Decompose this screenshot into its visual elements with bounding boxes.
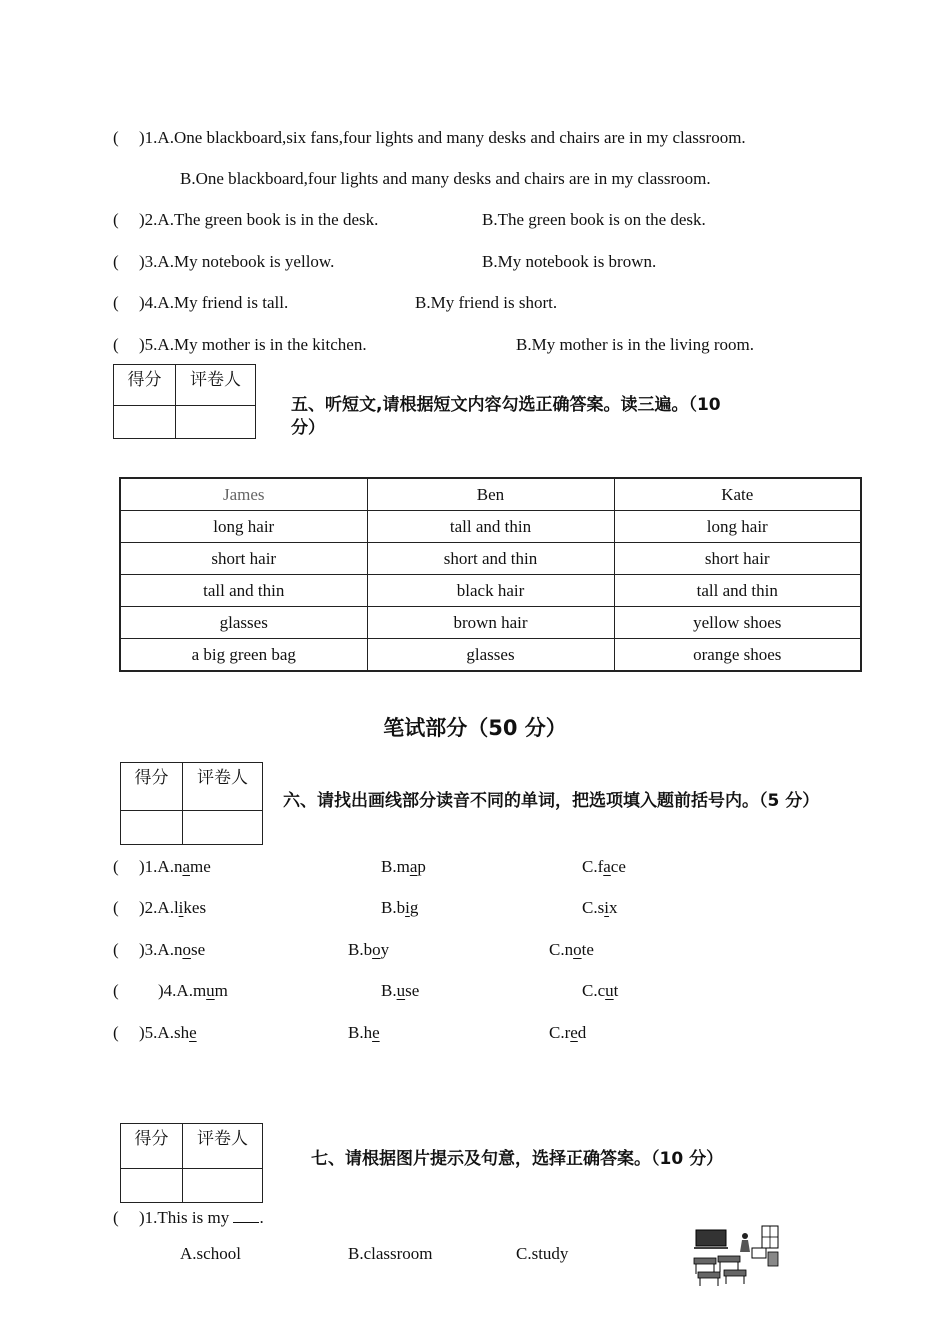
option-c: C.six (582, 898, 618, 917)
option-b: B.My notebook is brown. (482, 252, 657, 271)
section-5-title: 五、听短文,请根据短文内容勾选正确答案。读三遍。（10 (291, 395, 721, 415)
score-label: 得分 (121, 1124, 183, 1169)
score-cell[interactable] (121, 811, 183, 845)
answer-paren[interactable]: ( (113, 1023, 119, 1042)
table-cell[interactable]: a big green bag (120, 639, 367, 672)
option-b: B.classroom (348, 1244, 433, 1263)
grader-cell[interactable] (183, 811, 263, 845)
table-cell[interactable]: tall and thin (120, 575, 367, 607)
table-row (120, 543, 861, 575)
option-b: B.big (381, 898, 419, 917)
answer-paren[interactable]: ( (113, 898, 119, 917)
table-row (120, 511, 861, 543)
grader-cell[interactable] (183, 1169, 263, 1203)
table-row (120, 607, 861, 639)
option-b: B.map (381, 857, 426, 876)
answer-paren[interactable]: ( (113, 857, 119, 876)
phonics-question-3: )3.A.nose (139, 940, 206, 959)
question-number: )4. (139, 293, 158, 312)
grader-label: 评卷人 (183, 763, 263, 811)
table-cell[interactable]: yellow shoes (614, 607, 861, 639)
option-a: A.One blackboard,six fans,four lights and many desks and chairs are in my classroom. (157, 128, 746, 147)
table-row (120, 639, 861, 672)
option-b: B.One blackboard,four lights and many desks and chairs are in my classroom. (180, 169, 711, 188)
column-header: James (120, 478, 367, 511)
table-cell[interactable]: short and thin (367, 543, 614, 575)
table-cell[interactable]: long hair (120, 511, 367, 543)
question-1 (139, 128, 746, 148)
table-cell[interactable]: orange shoes (614, 639, 861, 672)
phonics-question-2: )2.A.likes (139, 898, 207, 917)
grader-label: 评卷人 (183, 1124, 263, 1169)
question-5 (139, 335, 367, 355)
section-5-title-cont: 分） (291, 418, 325, 438)
table-cell[interactable]: long hair (614, 511, 861, 543)
phonics-question-1: )1.A.name (139, 857, 211, 876)
section-7-title: 七、请根据图片提示及句意，选择正确答案。（10 分） (311, 1149, 724, 1169)
written-part-title: 笔试部分（50 分） (383, 716, 567, 740)
answer-paren[interactable]: ( (113, 252, 119, 271)
score-cell[interactable] (121, 1169, 183, 1203)
question-number: )1. (139, 128, 158, 147)
option-a: A.school (180, 1244, 241, 1263)
option-a: A.The green book is in the desk. (157, 210, 379, 229)
option-a: A.My mother is in the kitchen. (157, 335, 367, 354)
question-number: )2. (139, 210, 158, 229)
phonics-question-4: )4.A.mum (158, 981, 228, 1000)
option-b: B.My friend is short. (415, 293, 558, 312)
option-b: B.The green book is on the desk. (482, 210, 706, 229)
option-c: C.study (516, 1244, 569, 1263)
question-2 (139, 210, 378, 230)
table-row (120, 575, 861, 607)
answer-paren[interactable]: ( (113, 335, 119, 354)
table-cell[interactable]: tall and thin (614, 575, 861, 607)
score-label: 得分 (121, 763, 183, 811)
answer-paren[interactable]: ( (113, 293, 119, 312)
table-cell[interactable]: glasses (120, 607, 367, 639)
option-b: B.he (348, 1023, 380, 1042)
question-4 (139, 293, 288, 313)
table-cell[interactable]: glasses (367, 639, 614, 672)
answer-paren[interactable]: ( (113, 210, 119, 229)
grader-cell[interactable] (176, 406, 256, 439)
option-b: B.use (381, 981, 420, 1000)
grader-label: 评卷人 (176, 365, 256, 406)
listening-table (119, 477, 862, 672)
score-cell[interactable] (114, 406, 176, 439)
answer-blank[interactable] (233, 1208, 259, 1223)
classroom-illustration (690, 1222, 790, 1288)
table-cell[interactable]: short hair (120, 543, 367, 575)
table-cell[interactable]: brown hair (367, 607, 614, 639)
table-header-row (120, 478, 861, 511)
phonics-question-5: )5.A.she (139, 1023, 197, 1042)
option-c: C.cut (582, 981, 619, 1000)
option-b: B.My mother is in the living room. (516, 335, 754, 354)
option-b: B.boy (348, 940, 390, 959)
question-number: )3. (139, 252, 158, 271)
score-box (120, 1123, 263, 1203)
option-c: C.note (549, 940, 594, 959)
picture-question-1: )1.This is my . (139, 1208, 264, 1227)
answer-paren[interactable]: ( (113, 981, 119, 1000)
column-header: Kate (614, 478, 861, 511)
option-c: C.red (549, 1023, 587, 1042)
answer-paren[interactable]: ( (113, 1208, 119, 1227)
section-6-title: 六、请找出画线部分读音不同的单词，把选项填入题前括号内。（5 分） (283, 791, 820, 811)
option-a: A.My notebook is yellow. (157, 252, 335, 271)
question-3 (139, 252, 334, 272)
column-header: Ben (367, 478, 614, 511)
score-box (113, 364, 256, 439)
score-box (120, 762, 263, 845)
table-cell[interactable]: tall and thin (367, 511, 614, 543)
option-a: A.My friend is tall. (157, 293, 289, 312)
table-cell[interactable]: black hair (367, 575, 614, 607)
answer-paren[interactable]: ( (113, 128, 119, 147)
option-c: C.face (582, 857, 626, 876)
question-number: )5. (139, 335, 158, 354)
answer-paren[interactable]: ( (113, 940, 119, 959)
table-cell[interactable]: short hair (614, 543, 861, 575)
score-label: 得分 (114, 365, 176, 406)
